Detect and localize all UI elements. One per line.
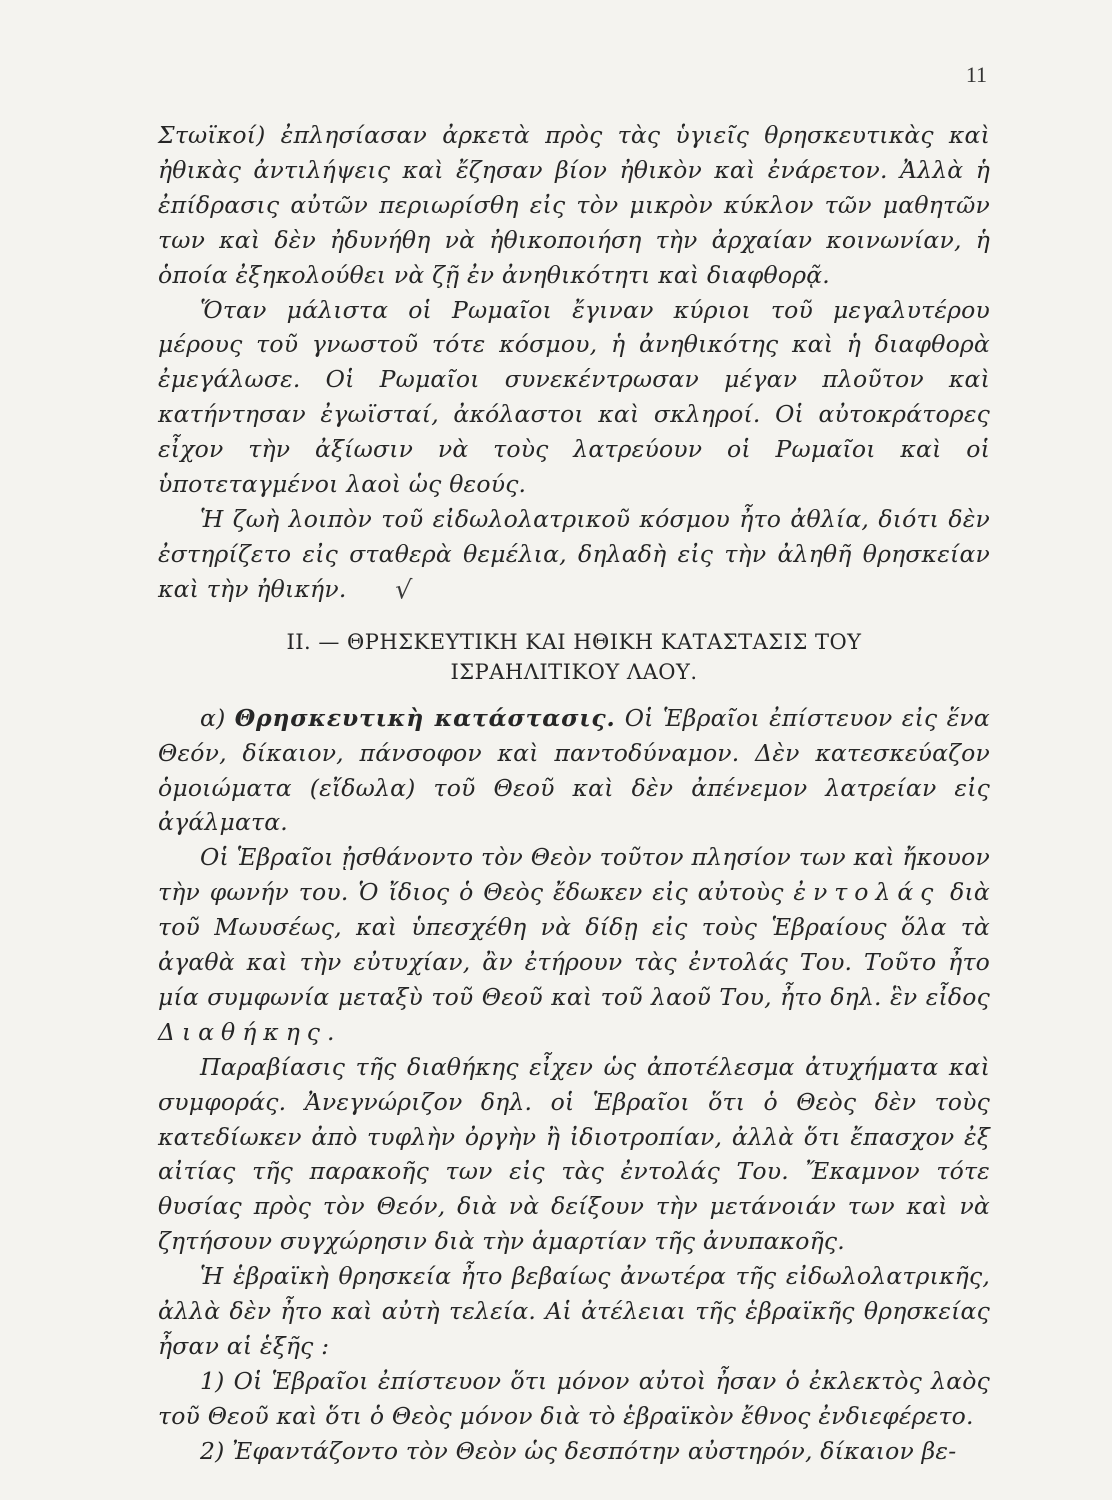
covenant-text-1: Οἱ Ἑβραῖοι ᾐσθάνοντο τὸν Θεὸν τοῦτον πλησίον των καὶ ἤκουον τὴν φωνήν του. Ὁ ἴδιος ὁ Θεὸς ἔδωκεν εἰς αὐτοὺς	[158, 843, 990, 907]
list-item-1: 1) Οἱ Ἑβραῖοι ἐπίστευον ὅτι μόνον αὐτοὶ ἦσαν ὁ ἐκλεκτὸς λαὸς τοῦ Θεοῦ καὶ ὅτι ὁ Θεὸς μόνον διὰ τὸ ἑβραϊκὸν ἔθνος ἐνδιεφέρετο.	[158, 1366, 990, 1430]
body-text	[158, 118, 990, 1469]
paragraph-idolatrous-life	[158, 502, 990, 607]
paragraph-imperfection: Ἡ ἑβραϊκὴ θρησκεία ἦτο βεβαίως ἀνωτέρα τῆς εἰδωλολατρικῆς, ἀλλὰ δὲν ἦτο καὶ αὐτὴ τελεία. Αἱ ἀτέλειαι τῆς ἑβραϊκῆς θρησκείας ἦσαν αἱ ἑξῆς :	[158, 1262, 990, 1360]
paragraph-romans: Ὅταν μάλιστα οἱ Ρωμαῖοι ἔγιναν κύριοι τοῦ μεγαλυτέρου μέρους τοῦ γνωστοῦ τότε κόσμου, ἡ ἀνηθικότης καὶ ἡ διαφθορὰ ἐμεγάλωσε. Οἱ Ρωμαῖοι συνεκέντρωσαν μέγαν πλοῦτον καὶ κατήντησαν ἐγωϊσταί, ἀκόλαστοι καὶ σκληροί. Οἱ αὐτοκράτορες εἶχον τὴν ἀξίωσιν νὰ τοὺς λατρεύουν οἱ Ρωμαῖοι καὶ οἱ ὑποτεταγμένοι λαοὶ ὡς θεούς.	[158, 295, 990, 499]
page-number: 11	[965, 62, 987, 87]
section-heading-line-2: ΙΣΡΑΗΛΙΤΙΚΟΥ ΛΑΟΥ.	[450, 659, 698, 684]
subsection-label: α)	[200, 703, 226, 732]
subsection-text: Οἱ Ἑβραῖοι ἐπίστευον εἰς ἕνα Θεόν, δίκαιον, πάνσοφον καὶ παντοδύναμον. Δὲν κατεσκεύαζον ὁμοιώματα (εἴδωλα) τοῦ Θεοῦ καὶ δὲν ἀπένεμον λατρείαν εἰς ἀγάλματα.	[158, 703, 990, 837]
paragraph-violation: Παραβίασις τῆς διαθήκης εἶχεν ὡς ἀποτέλεσμα ἀτυχήματα καὶ συμφοράς. Ἀνεγνώριζον δηλ. οἱ Ἑβραῖοι ὅτι ὁ Θεὸς δὲν τοὺς κατεδίωκεν ἀπὸ τυφλὴν ὀργὴν ἢ ἰδιοτροπίαν, ἀλλὰ ὅτι ἔπασχον ἐξ αἰτίας τῆς παρακοῆς των εἰς τὰς ἐντολάς Του. Ἔκαμνον τότε θυσίας πρὸς τὸν Θεόν, διὰ νὰ δείξουν τὴν μετάνοιάν των καὶ νὰ ζητήσουν συγχώρησιν διὰ τὴν ἁμαρτίαν τῆς ἀνυπακοῆς.	[158, 1052, 990, 1256]
paragraph-religious-state	[158, 701, 990, 841]
spaced-word-commandments: ἐντολάς	[793, 878, 941, 907]
covenant-text-2: διὰ τοῦ Μωυσέως, καὶ ὑπεσχέθη νὰ δίδῃ εἰς τοὺς Ἑβραίους ὅλα τὰ ἀγαθὰ καὶ τὴν εὐτυχίαν, ἂν ἐτήρουν τὰς ἐντολάς Του. Τοῦτο ἦτο μία συμφωνία μεταξὺ τοῦ Θεοῦ καὶ τοῦ λαοῦ Του, ἦτο δηλ. ἓν εἶδος	[158, 878, 990, 1011]
check-mark-icon: √	[393, 574, 413, 606]
section-heading-line-1: II. — ΘΡΗΣΚΕΥΤΙΚΗ ΚΑΙ ΗΘΙΚΗ ΚΑΤΑΣΤΑΣΙΣ ΤΟΥ	[286, 629, 862, 654]
spaced-word-covenant: Διαθήκης	[158, 1017, 327, 1046]
section-heading	[158, 627, 990, 687]
paragraph-covenant	[158, 840, 990, 1049]
covenant-text-3: .	[326, 1017, 335, 1046]
paragraph-idolatrous-life-text: Ἡ ζωὴ λοιπὸν τοῦ εἰδωλολατρικοῦ κόσμου ἦτο ἀθλία, διότι δὲν ἐστηρίζετο εἰς σταθερὰ θεμέλια, δηλαδὴ εἰς τὴν ἀληθῆ θρησκείαν καὶ τὴν ἠθικήν.	[158, 504, 990, 603]
paragraph-stoics: Στωϊκοί) ἐπλησίασαν ἀρκετὰ πρὸς τὰς ὑγιεῖς θρησκευτικὰς καὶ ἠθικὰς ἀντιλήψεις καὶ ἔζησαν βίον ἠθικὸν καὶ ἐνάρετον. Ἀλλὰ ἡ ἐπίδρασις αὐτῶν περιωρίσθη εἰς τὸν μικρὸν κύκλον τῶν μαθητῶν των καὶ δὲν ἠδυνήθη νὰ ἠθικοποιήση τὴν ἀρχαίαν κοινωνίαν, ἡ ὁποία ἐξηκολούθει νὰ ζῇ ἐν ἀνηθικότητι καὶ διαφθορᾷ.	[158, 121, 990, 289]
subsection-title: Θρησκευτικὴ κατάστασις.	[234, 703, 616, 732]
list-item-2: 2) Ἐφαντάζοντο τὸν Θεὸν ὡς δεσπότην αὐστηρόν, δίκαιον βε-	[200, 1436, 957, 1465]
